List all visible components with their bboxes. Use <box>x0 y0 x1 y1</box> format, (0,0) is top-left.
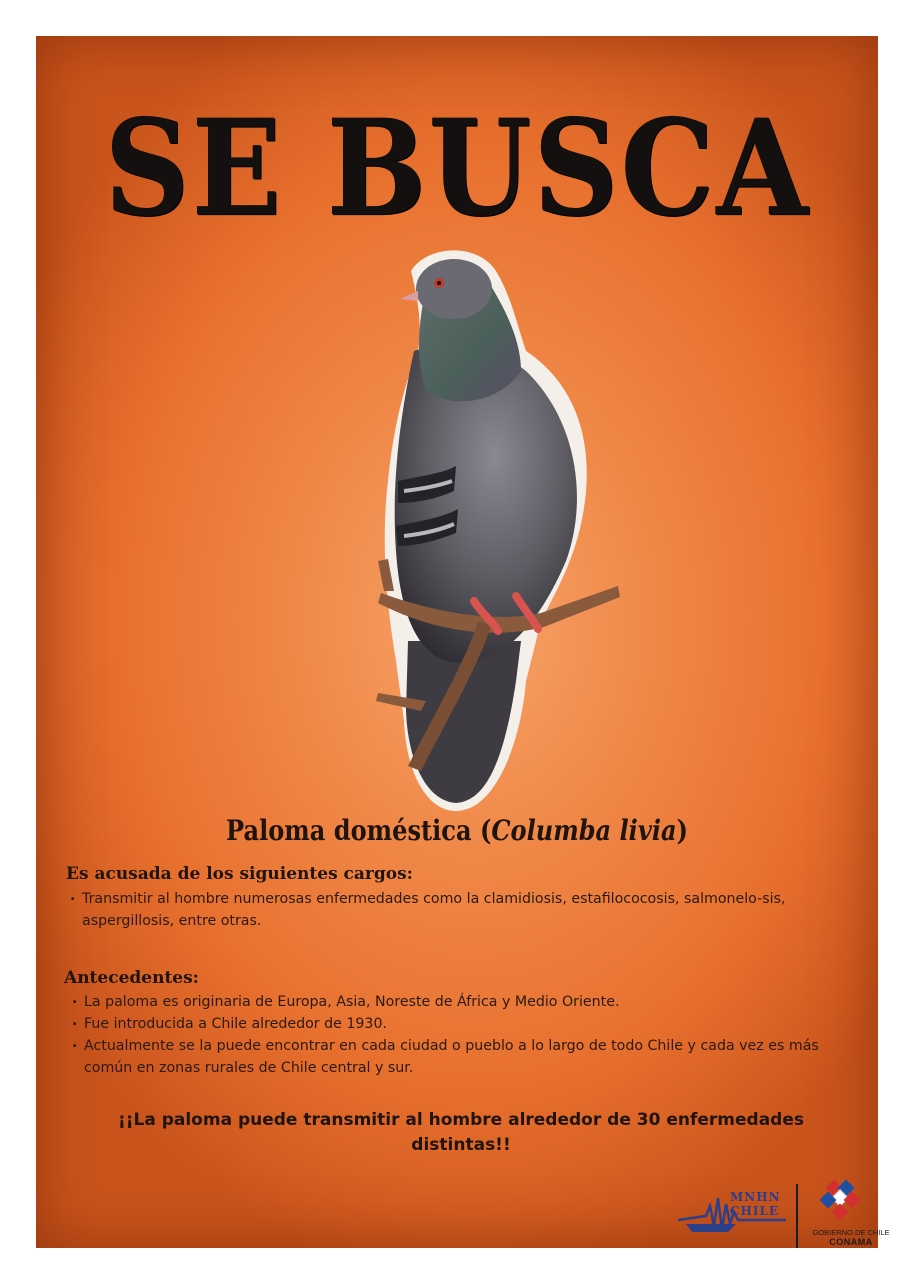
background-item: . Actualmente se la puede encontrar en cada ciudad o pueblo a lo largo de todo Chile y cada vez es más común en zonas rurales de Chile central y sur. <box>70 1035 840 1079</box>
background-item: . Fue introducida a Chile alrededor de 1930. <box>70 1013 840 1035</box>
wanted-poster <box>36 36 890 1248</box>
charges-heading: Es acusada de los siguientes cargos: <box>66 864 413 884</box>
pigeon-head <box>416 259 492 319</box>
pigeon-illustration <box>326 241 606 811</box>
government-logo <box>806 1178 890 1248</box>
species-name <box>95 814 819 847</box>
poster-tagline: ¡¡La paloma puede transmitir al hombre alrededor de 30 enfermedades distintas!! <box>117 1110 804 1155</box>
poster-headline: SE BUSCA <box>104 89 810 246</box>
charge-item: . Transmitir al hombre numerosas enfermedades como la clamidiosis, estafilococosis, salmonelo-sis, aspergillosis, entre otras. <box>68 888 838 932</box>
sponsor-logos <box>676 1176 890 1248</box>
species-close-paren: ) <box>676 814 688 847</box>
species-common-name: Paloma doméstica ( <box>226 814 492 847</box>
logo-divider <box>796 1184 798 1248</box>
charges-list <box>68 888 838 932</box>
background-item: . La paloma es originaria de Europa, Asia, Noreste de África y Medio Oriente. <box>70 991 840 1013</box>
government-logo-icon <box>806 1178 876 1226</box>
background-list <box>70 991 840 1079</box>
museum-logo-line2: CHILE <box>730 1204 780 1218</box>
species-scientific-name: Columba livia <box>491 814 677 847</box>
museum-logo-text <box>730 1190 781 1218</box>
museum-logo-line1: MNHN <box>730 1190 781 1204</box>
government-logo-line2: CONAMA <box>829 1237 873 1247</box>
background-heading: Antecedentes: <box>64 968 199 988</box>
government-logo-line1: GOBIERNO DE CHILE <box>812 1228 890 1237</box>
